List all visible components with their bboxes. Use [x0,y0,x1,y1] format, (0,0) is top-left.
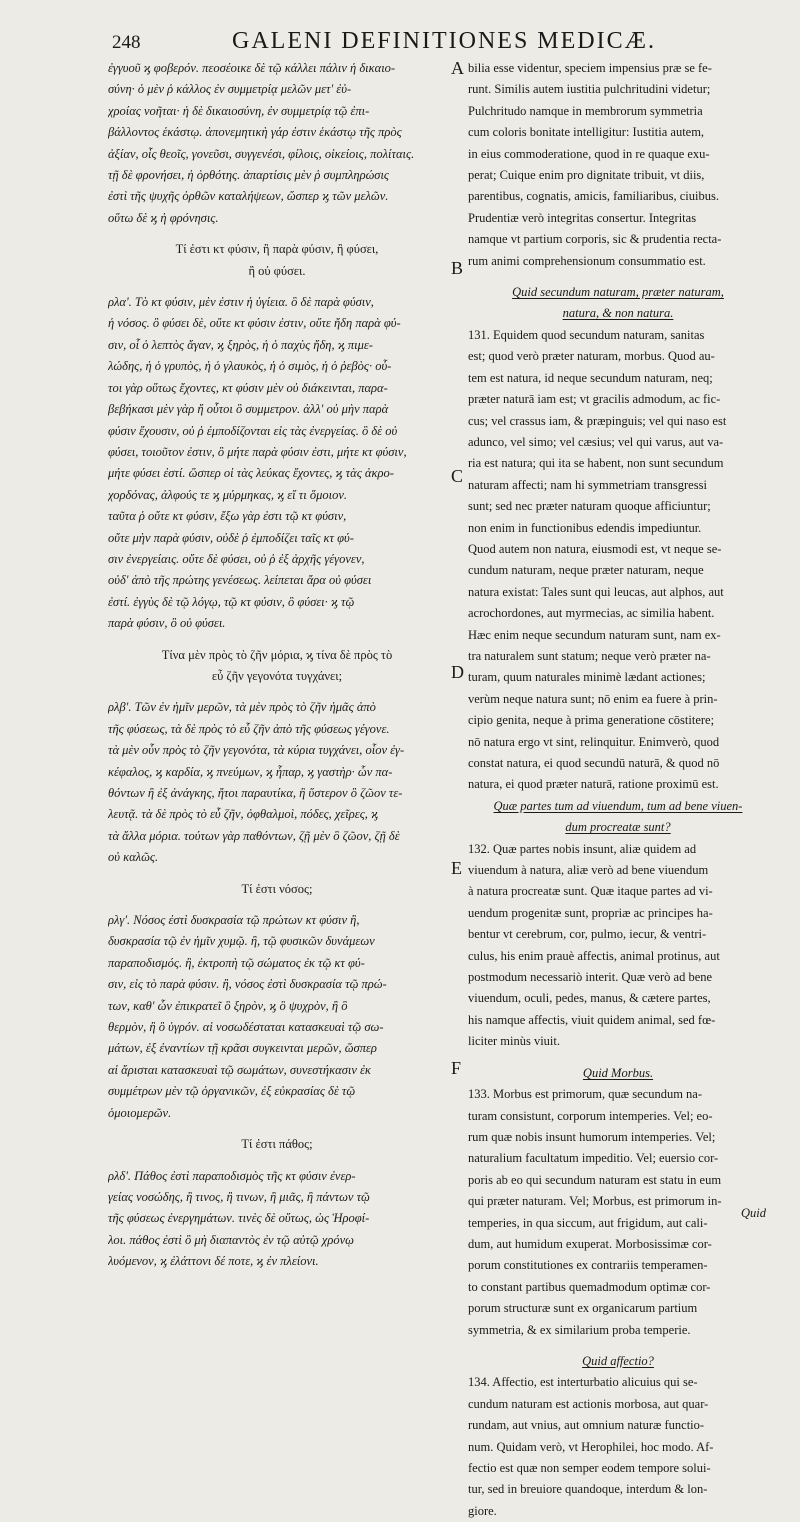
latin-section-131 [468,325,768,796]
text-line: cipio genita, neque à prima generatione cōstitere; [468,713,715,728]
latin-question-heading: Quid Morbus. [582,1065,654,1080]
text-line: Hæc enim neque secundum naturam sunt, nam ex- [468,627,721,642]
text-line: βάλλοντος ἑκάστῳ. ἀπονεμητικὴ γάρ ἐστιν ἑκάστῳ τῆς πρὸς [108,125,402,140]
text-line: τοι γὰρ οὕτως ἔχοντες, κτ φύσιν μὲν οὐ διάκεινται, παρα- [108,380,388,395]
greek-column [108,58,446,1273]
running-title: GALENI DEFINITIONES MEDICÆ. [232,28,656,54]
text-line: his namque affectis, viuit quidem animal, sed fœ- [468,1012,716,1027]
running-head [0,28,800,56]
greek-question-heading: Τίνα μὲν πρὸς τὸ ζῆν μόρια, ϗ τίνα δὲ πρὸς τὸ [161,647,393,662]
greek-section-134 [108,1166,446,1273]
text-line: poris ab eo qui secundum naturam est statu in eum [468,1172,722,1187]
greek-intro [108,58,446,229]
text-line: ταῦτα ῥ οὔτε κτ φύσιν, ἔξω γὰρ ἐστι τῷ κτ φύσιν, [108,509,347,524]
text-line: culus, his enim prauè affectis, animal protinus, aut [468,948,720,963]
text-line: viuendum, oculi, pedes, manus, & cætere partes, [468,991,711,1006]
text-line: παραποδισμός. ἢ, ἐκτροπὴ τῷ σώματος ἐκ τῷ κτ φύ- [108,955,365,970]
text-line: rum animi comprehensionum consummatio est. [468,253,706,268]
text-line: naturalium facultatum impeditio. Vel; euersio cor- [468,1151,719,1166]
text-line: τὰ μὲν οὖν πρὸς τὸ ζῆν γεγονότα, τὰ κύρια τυγχάνει, οἷον ἐγ- [108,743,405,758]
greek-question-heading: Τί ἐστι κτ φύσιν, ἢ παρὰ φύσιν, ἢ φύσει, [175,242,379,257]
greek-section-131 [108,292,446,635]
page-number: 248 [112,32,141,53]
text-line: Prudentiæ verò integritas consertur. Integritas [468,210,697,225]
latin-question-heading: dum procreatæ sunt? [565,820,671,835]
text-line: namque vt partium corporis, sic & prudentia recta- [468,232,722,247]
text-line: φύσιν ἔχουσιν, οὐ ῥ ἐμποδίζονται εἰς τὰς ἐνεργείας. ὃ δὲ οὐ [108,423,398,438]
text-line: λευτᾷ. τὰ δὲ πρὸς τὸ εὖ ζῆν, ὀφθαλμοὶ, πόδες, χεῖρες, ϗ [108,807,379,822]
text-line: ρλγ'. Νόσος ἐστὶ δυσκρασία τῷ πρώτων κτ φύσιν ἢ, [108,913,360,928]
latin-section-134 [468,1372,768,1522]
text-line: 131. Equidem quod secundum naturam, sanitas [468,327,705,342]
latin-question-heading: Quid secundum naturam, præter naturam, [512,285,724,300]
text-line: 133. Morbus est primorum, quæ secundum na- [468,1087,703,1102]
text-line: σιν, οἷ ὁ λεπτὸς ἄγαν, ϗ ξηρὸς, ἡ ὁ παχὺς ἤδη, ϗ πιμε- [108,337,373,352]
text-line: liciter minùs viuit. [468,1034,561,1049]
text-line: χορδόνας, ἀλφούς τε ϗ μύρμηκας, ϗ εἴ τι ὅμοιον. [108,487,348,502]
greek-question-heading: Τί ἐστι πάθος; [241,1137,313,1152]
text-line: turam consistunt, corporum intemperies. Vel; eo- [468,1108,713,1123]
text-line: χροίας νοῆται· ἡ δὲ δικαιοσύνη, ἐν συμμετρίᾳ τῷ ἐπι- [108,103,370,118]
text-line: symmetria, & ex similarium proba temperie. [468,1322,691,1337]
text-line: σύνη· ὁ μὲν ῥ κάλλος ἐν συμμετρίᾳ μελῶν μετ' ἐὐ- [108,82,352,97]
text-line: κέφαλος, ϗ καρδία, ϗ πνεύμων, ϗ ἧπαρ, ϗ γαστὴρ· ὧν πα- [108,764,393,779]
text-line: num. Quidam verò, vt Herophilei, hoc modo. Af- [468,1439,714,1454]
text-line: συμμέτρων μὲν τῷ ὀργανικῶν, ἐξ εὐκρασίας δὲ τῷ [108,1084,356,1099]
text-line: cus; vel crassus iam, & præpinguis; vel qui naso est [468,413,727,428]
text-line: cundum naturam est actionis morbosa, aut quar- [468,1396,709,1411]
text-line: verùm neque natura sunt; nō enim ea fuere à prin- [468,691,718,706]
text-line: cum coloris bonitate intelligitur: Iustitia autem, [468,125,705,140]
latin-question-heading: natura, & non natura. [562,306,674,321]
text-line: ρλβ'. Τῶν ἐν ἡμῖν μερῶν, τὰ μὲν πρὸς τὸ ζῆν ἡμᾶς ἀπὸ [108,700,376,715]
text-line: οὔτε μὴν παρὰ φύσιν, οὐδὲ ῥ ἐμποδίζει ταῖς κτ φύ- [108,530,354,545]
text-line: ἐστί. ἐγγὺς δὲ τῷ λόγῳ, τῷ κτ φύσιν, ὃ φύσει· ϗ τῷ [108,594,355,609]
text-line: tem est natura, id neque secundum naturam, neq; [468,370,713,385]
text-line: οὐ καλῶς. [108,850,159,865]
text-line: dum, aut humidum exuperat. Morbosissimæ cor- [468,1236,712,1251]
text-line: in eius commoderatione, quod in re quaque exu- [468,146,710,161]
text-line: rundam, aut vnius, aut omnium naturæ functio- [468,1418,705,1433]
latin-section-133 [468,1084,768,1341]
text-line: ἐγγυοῦ ϗ φοβερόν. πεοσέοικε δὲ τῷ κάλλει πάλιν ἡ δικαιο- [108,61,396,75]
text-line: giore. [468,1503,497,1518]
text-line: μάτων, ἐξ ἐναντίων τῇ κρᾶσι συγκεινται μερῶν, ὥσπερ [108,1041,377,1056]
text-line: non enim in functionibus edendis impediuntur. [468,520,702,535]
text-line: acrochordones, aut myrmecias, ac similia habent. [468,606,715,621]
text-line: τῆς φύσεως, τὰ δὲ πρὸς τὸ εὖ ζῆν ἀπὸ τῆς φύσεως γέγονε. [108,721,390,736]
text-line: tur, sed in breuiore quandoque, interdum & lon- [468,1482,708,1497]
text-line: natura, ei quod præter naturā, ratione proximū est. [468,777,719,792]
margin-letter: B [451,258,464,278]
text-line: οὐδ' ἀπὸ τῆς πρώτης γενέσεως. λείπεται ἄρα οὐ φύσει [108,573,372,588]
text-line: ria est natura; qui ita se habent, non sunt secundum [468,456,724,471]
text-line: runt. Similis autem iustitia pulchritudini videtur; [468,82,711,97]
text-line: tra naturalem sunt statum; neque verò præter na- [468,648,711,663]
text-line: à natura procreatæ sunt. Quæ itaque partes ad vi- [468,884,713,899]
text-line: τῇ δὲ φρονήσει, ἡ ὀρθότης. ἀπαρτίσις μὲν ῥ συμπληρώσις [108,168,389,183]
text-line: viuendum à natura, aliæ verò ad bene viuendum [468,863,709,878]
margin-letter: E [451,858,462,878]
greek-section-132 [108,697,446,868]
text-line: turam, quum naturales minimè lædant actiones; [468,670,706,685]
text-line: Quod autem non natura, eiusmodi est, vt neque se- [468,541,722,556]
text-line: Pulchritudo namque in membrorum symmetria [468,103,703,118]
text-line: σιν, εἰς τὸ παρὰ φύσιν. ἢ, νόσος ἐστὶ δυσκρασία τῷ πρώ- [108,977,387,992]
text-line: λοι. πάθος ἐστὶ ὃ μὴ διαπαντὸς ἐν τῷ αὐτῷ χρόνῳ [108,1232,354,1247]
text-line: naturam affecti; nam hi symmetriam transgressi [468,477,707,492]
text-line: perat; Cuique enim pro dignitate tribuit, vt diis, [468,168,705,183]
latin-question-heading: Quid affectio? [582,1353,654,1368]
text-line: uendum progenitæ sunt, propriæ ac principes ha- [468,905,713,920]
text-line: αἱ ἄρισται κατασκευαὶ τῷ σωμάτων, συνεστήκασιν ἐκ [108,1062,371,1077]
margin-letter: A [451,58,464,78]
text-line: rum quæ nobis insunt humorum intemperies. Vel; [468,1129,716,1144]
latin-section-132 [468,839,768,1053]
text-line: temperies, in qua siccum, aut frigidum, aut cali- [468,1215,708,1230]
catchword: Quid [741,1206,766,1220]
text-line: παρὰ φύσιν, ὃ οὐ φύσει. [108,616,226,631]
text-line: λυόμενον, ϗ ἐλάττονι δέ ποτε, ϗ ἐν πλείονι. [108,1254,319,1269]
text-line: θερμὸν, ἢ ὃ ὑγρόν. αἱ νοσωδέσταται κατασκευαὶ τῷ σω- [108,1020,384,1035]
text-line: præter naturā iam est; vt gracilis admodum, ac fic- [468,392,721,407]
text-line: ρλα'. Τὸ κτ φύσιν, μὲν ἐστιν ἡ ὑγίεια. ὃ δὲ παρὰ φύσιν, [108,295,374,310]
text-line: sunt; sed nec præter naturam quoque afficiuntur; [468,499,711,514]
latin-intro [468,58,768,272]
text-line: ρλδ'. Πάθος ἐστὶ παραποδισμὸς τῆς κτ φύσιν ἐνερ- [108,1168,356,1183]
text-line: 134. Affectio, est interturbatio alicuius qui se- [468,1375,698,1390]
text-line: δυσκρασία τῷ ἐν ἡμῖν χυμῷ. ἢ, τῷ φυσικῶν δυνάμεων [108,934,375,949]
text-line: porum constitutiones ex contrariis temperamen- [468,1258,708,1273]
text-line: τῆς φύσεως ἐνεργημάτων. τινὲς δὲ οὕτως, ὡς Ἡροφί- [108,1211,370,1226]
text-line: constat natura, ei quod secundū naturā, & quod nō [468,756,720,770]
greek-question-heading: εὖ ζῆν γεγονότα τυγχάνει; [211,668,343,683]
margin-letter: F [451,1058,462,1078]
text-line: adunco, vel simo; vel cæsius; vel qui varus, aut va- [468,434,724,449]
text-line: fectio est quæ non semper eodem tempore solui- [468,1461,711,1475]
text-line: 132. Quæ partes nobis insunt, aliæ quidem ad [468,841,697,856]
text-line: postmodum necessariò interit. Quæ verò ad bene [468,970,713,985]
text-line: ἐστὶ τῆς ψυχῆς ὀρθῶν καταλήψεων, ὥσπερ ϗ τῶν μελῶν. [108,189,389,204]
margin-letter: C [451,466,464,486]
text-line: τὰ ἄλλα μόρια. τούτων γὰρ παθόντων, ζῇ μὲν ὃ ζῶον, ζῇ δὲ [108,828,400,843]
text-line: των, καθ' ὧν ἐπικρατεῖ ὃ ξηρὸν, ϗ ὃ ψυχρὸν, ἢ ὃ [108,998,348,1013]
text-line: θόντων ἢ ἐξ ἀνάγκης, ἤτοι παραυτίκα, ἢ ὕστερον ὃ ζῶον τε- [108,786,403,800]
text-line: bentur vt cerebrum, cor, pulmo, iecur, & ventri- [468,927,707,942]
text-line: est; quod verò præter naturam, morbus. Quod au- [468,349,715,364]
latin-question-heading: Quæ partes tum ad viuendum, tum ad bene viuen- [493,798,743,813]
text-line: σιν ἐνεργείαις. οὔτε δὲ φύσει, οὐ ῥ ἐξ ἀρχῆς γέγονεν, [108,551,365,566]
latin-column [468,58,768,1522]
greek-section-133 [108,910,446,1124]
text-line: parentibus, cognatis, amicis, familiaribus, ciuibus. [468,189,719,204]
text-line: γείας νοσώδης, ἢ τινος, ἢ τινων, ἢ μιᾶς, ἢ πάντων τῷ [108,1189,370,1204]
text-line: cundum naturam, neque præter naturam, neque [468,563,704,578]
text-line: natura existat: Tales sunt qui leucas, aut alphos, aut [468,584,724,599]
text-line: bilia esse videntur, speciem impensius præ se fe- [468,61,712,75]
text-line: φύσει, τοιοῦτον ἐστιν, ὃ μήτε παρὰ φύσιν ἐστι, μήτε κτ φύσιν, [108,444,407,459]
text-line: λώδης, ἡ ὁ γρυπὸς, ἡ ὁ γλαυκὸς, ἡ ὁ σιμὸς, ἡ ὁ ῥεβὸς· οὗ- [108,359,392,374]
text-line: qui præter naturam. Vel; Morbus, est primorum in- [468,1194,722,1209]
margin-letter: D [451,662,464,682]
text-line: βεβήκασι μὲν γὰρ ἤ οὗτοι ὃ συμμετρον. ἀλλ' οὐ μὴν παρὰ [108,402,389,417]
greek-question-heading: ἢ οὐ φύσει. [248,263,306,278]
text-line: μήτε φύσει ἐστί. ὥσπερ οἱ τὰς λεύκας ἔχοντες, ϗ τὰς ἀκρο- [108,466,394,481]
text-line: ὁμοιομερῶν. [108,1105,172,1120]
text-line: to constant partibus quemadmodum optimæ cor- [468,1279,711,1294]
greek-question-heading: Τί ἐστι νόσος; [241,881,313,896]
text-line: nō natura ergo vt sint, relinquitur. Enimverò, quod [468,734,720,749]
text-line: porum structuræ sunt ex organicarum partium [468,1301,698,1316]
text-line: ἡ νόσος. ὃ φύσει δὲ, οὔτε κτ φύσιν ἐστιν, οὔτε ἤδη παρὰ φύ- [108,316,401,331]
text-line: ἀξίαν, οἷς θεοῖς, γονεῦσι, συγγενέσι, φίλοις, οἰκείοις, πολίταις. [108,146,415,161]
text-line: οὕτω δὲ ϗ ἡ φρόνησις. [108,210,219,225]
